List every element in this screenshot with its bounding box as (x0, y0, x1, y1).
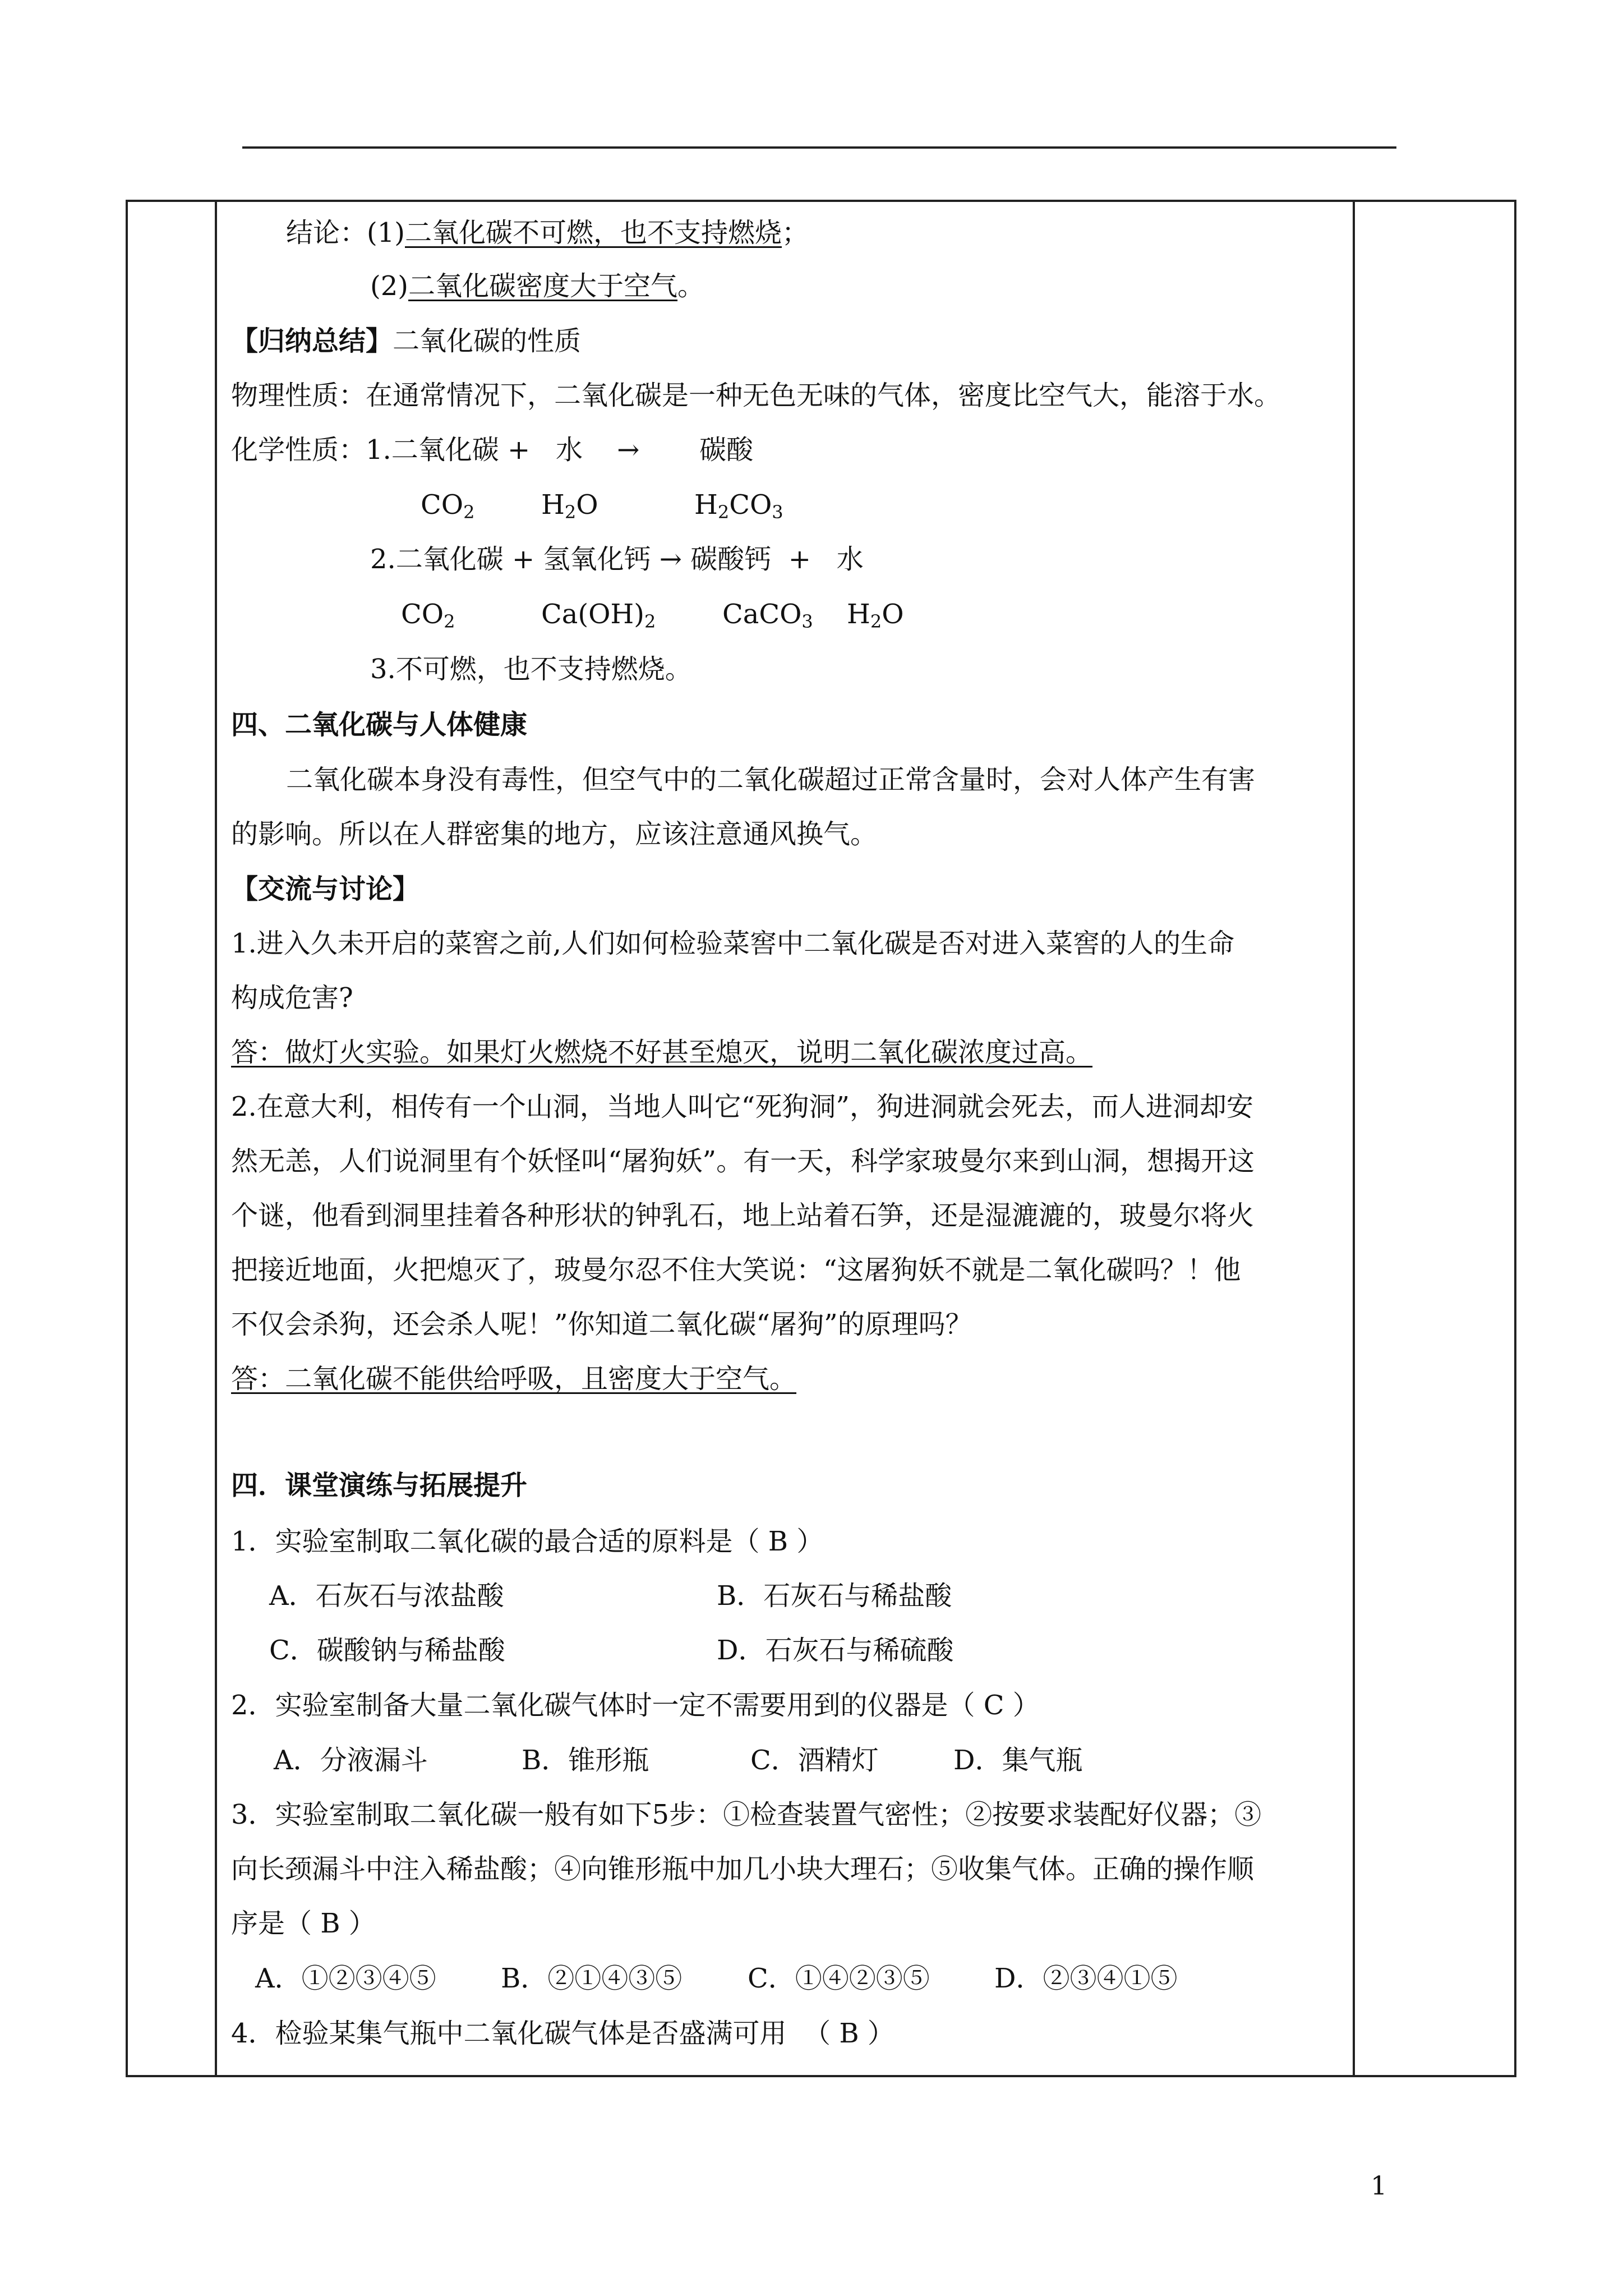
discussion-q2-line-1: 2.在意大利，相传有一个山洞，当地人叫它“死狗洞”，狗进洞就会死去，而人进洞却安 (231, 1091, 1253, 1122)
content-table (126, 200, 1516, 2077)
health-paragraph-2: 的影响。所以在人群密集的地方，应该注意通风换气。 (231, 818, 878, 850)
physical-properties: 物理性质：在通常情况下，二氧化碳是一种无色无味的气体，密度比空气大，能溶于水。 (231, 380, 1281, 411)
page-number: 1 (1371, 2170, 1387, 2201)
practice-question-1: 1．实验室制取二氧化碳的最合适的原料是（ B ） (231, 1526, 824, 1557)
q2-option-c: C．酒精灯 (750, 1745, 879, 1776)
discussion-answer-2: 答：二氧化碳不能供给呼吸，且密度大于空气。 (231, 1363, 797, 1395)
practice-question-3-line-1: 3．实验室制取二氧化碳一般有如下5步：①检查装置气密性；②按要求装配好仪器；③ (231, 1799, 1262, 1830)
discussion-heading: 【交流与讨论】 (231, 873, 420, 905)
formula-caco3: CaCO$_3$ (722, 599, 813, 632)
formula-h2o-b: $H_2O$ (847, 599, 904, 632)
conclusion-2: 二氧化碳密度大于空气 (408, 270, 678, 302)
q2-option-d: D．集气瓶 (953, 1745, 1083, 1776)
practice-question-4: 4．检验某集气瓶中二氧化碳气体是否盛满可用 （ B ） (231, 2018, 895, 2049)
discussion-q2-line-4: 把接近地面，火把熄灭了，玻曼尔忍不住大笑说：“这屠狗妖不就是二氧化碳吗？！他 (231, 1254, 1241, 1286)
conclusion-1: 二氧化碳不可燃，也不支持燃烧 (405, 217, 782, 249)
formula-h2co3: $H_2CO_3$ (694, 489, 783, 523)
q3-option-c: C．①④②③⑤ (748, 1963, 930, 1994)
table-column-divider-right (1353, 200, 1355, 2077)
q1-option-d: D．石灰石与稀硫酸 (717, 1635, 954, 1666)
q2-option-b: B．锥形瓶 (522, 1745, 649, 1776)
discussion-q1-line-2: 构成危害? (231, 982, 353, 1014)
q1-option-c: C．碳酸钠与稀盐酸 (269, 1635, 505, 1666)
q1-option-a: A．石灰石与浓盐酸 (269, 1580, 504, 1612)
formula-h2o: $H_2O$ (541, 489, 598, 523)
health-heading: 四、二氧化碳与人体健康 (231, 709, 528, 740)
practice-question-2: 2．实验室制备大量二氧化碳气体时一定不需要用到的仪器是（ C ） (231, 1690, 1040, 1721)
practice-question-3-line-2: 向长颈漏斗中注入稀盐酸；④向锥形瓶中加几小块大理石；⑤收集气体。正确的操作顺 (231, 1853, 1255, 1885)
practice-heading: 四．课堂演练与拓展提升 (231, 1470, 528, 1501)
q3-option-a: A．①②③④⑤ (255, 1963, 436, 1994)
chemical-properties-2: 2.二氧化碳 + 氢氧化钙 → 碳酸钙 + 水 (370, 544, 864, 575)
chemical-properties-3: 3.不可燃，也不支持燃烧。 (370, 654, 692, 685)
table-column-divider-left (215, 200, 217, 2077)
discussion-q2-line-5: 不仅会杀狗，还会杀人呢！”你知道二氧化碳“屠狗”的原理吗？ (231, 1309, 972, 1340)
discussion-q2-line-3: 个谜，他看到洞里挂着各种形状的钟乳石，地上站着石笋，还是湿漉漉的，玻曼尔将火 (231, 1200, 1255, 1231)
conclusion-line-1: 结论：(1)二氧化碳不可燃，也不支持燃烧； (286, 217, 809, 249)
q2-option-a: A．分液漏斗 (274, 1745, 428, 1776)
header-rule (242, 146, 1396, 149)
health-paragraph-1: 二氧化碳本身没有毒性，但空气中的二氧化碳超过正常含量时，会对人体产生有害 (286, 764, 1256, 795)
formula-co2-b: $CO_2$ (401, 599, 455, 632)
summary-heading: 【归纳总结】二氧化碳的性质 (231, 325, 582, 357)
q3-option-b: B．②①④③⑤ (501, 1963, 683, 1994)
chemical-properties-1: 化学性质：1.二氧化碳 + 水 → 碳酸 (231, 434, 754, 466)
conclusion-line-2: (2)二氧化碳密度大于空气。 (370, 270, 705, 302)
q3-option-d: D．②③④①⑤ (994, 1963, 1178, 1994)
discussion-q2-line-2: 然无恙，人们说洞里有个妖怪叫“屠狗妖”。有一天，科学家玻曼尔来到山洞，想揭开这 (231, 1145, 1255, 1177)
practice-question-3-line-3: 序是（ B ） (231, 1908, 376, 1939)
formula-caoh2: $Ca(OH)_2$ (541, 599, 656, 632)
formula-co2: $CO_2$ (421, 489, 475, 523)
discussion-answer-1: 答：做灯火实验。如果灯火燃烧不好甚至熄灭，说明二氧化碳浓度过高。 (231, 1037, 1093, 1068)
discussion-q1-line-1: 1.进入久未开启的菜窖之前,人们如何检验菜窖中二氧化碳是否对进入菜窖的人的生命 (231, 928, 1235, 959)
q1-option-b: B．石灰石与稀盐酸 (717, 1580, 952, 1612)
